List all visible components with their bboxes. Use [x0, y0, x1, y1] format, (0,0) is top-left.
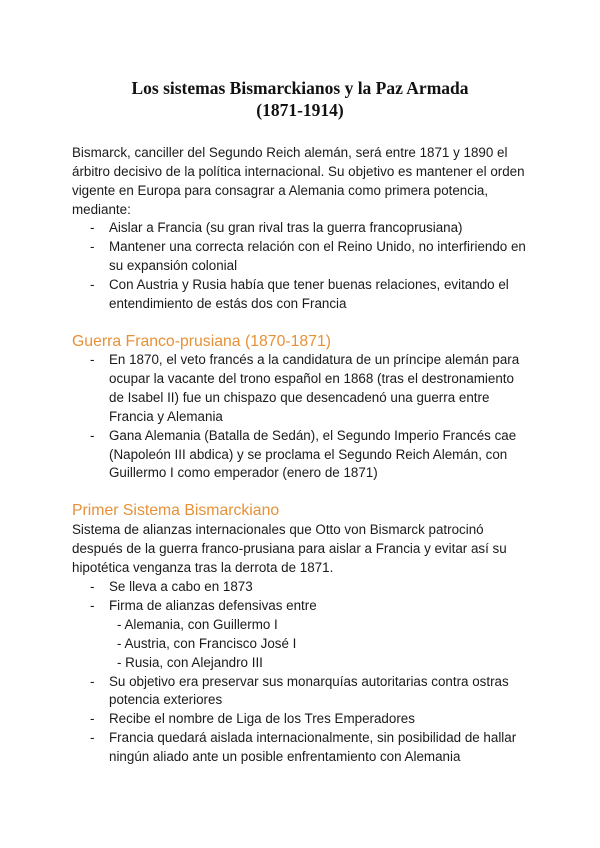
list-item: - Gana Alemania (Batalla de Sedán), el Segundo Imperio Francés cae (Napoleón III abdica) y se proclama el Segundo Reich Alemán, con Guillermo I como emperador (enero de 1871) — [72, 427, 532, 484]
list-item: - Se lleva a cabo en 1873 — [72, 578, 532, 597]
intro-list — [72, 219, 532, 314]
sublist-item: - Rusia, con Alejandro III — [117, 654, 263, 670]
alliances-sublist — [109, 616, 532, 673]
list-item-text: Firma de alianzas defensivas entre — [109, 597, 317, 613]
list-item: - Con Austria y Rusia había que tener buenas relaciones, evitando el entendimiento de estás dos con Francia — [72, 276, 532, 314]
first-system-paragraph: Sistema de alianzas internacionales que Otto von Bismarck patrocinó después de la guerra franco-prusiana para aislar a Francia y evitar así su hipotética venganza tras la derrota de 1871. — [72, 522, 507, 575]
franco-prussian-list — [72, 351, 532, 483]
list-item: - En 1870, el veto francés a la candidatura de un príncipe alemán para ocupar la vacante del trono español en 1868 (tras el destronamiento de Isabel II) fue un chispazo que desencadenó una guerra entre Francia y Alemania — [72, 351, 532, 427]
title-line-2: (1871-1914) — [256, 100, 344, 120]
list-item: - Mantener una correcta relación con el Reino Unido, no interfiriendo en su expansión colonial — [72, 238, 532, 276]
section-heading-first-system: Primer Sistema Bismarckiano — [72, 502, 280, 519]
list-item: - Francia quedará aislada internacionalmente, sin posibilidad de hallar ningún aliado ante un posible enfrentamiento con Alemania — [72, 729, 532, 767]
list-item — [72, 597, 532, 673]
title-line-1: Los sistemas Bismarckianos y la Paz Armada — [131, 78, 469, 98]
list-item: - Recibe el nombre de Liga de los Tres Emperadores — [72, 710, 532, 729]
document-title — [60, 77, 540, 121]
sublist-item: - Austria, con Francisco José I — [117, 635, 297, 651]
first-system-list — [72, 578, 532, 767]
intro-paragraph: Bismarck, canciller del Segundo Reich alemán, será entre 1871 y 1890 el árbitro decisivo de la política internacional. Su objetivo es mantener el orden vigente en Europa para consagrar a Alemania como primera potencia, mediante: — [72, 145, 525, 217]
list-item: - Aislar a Francia (su gran rival tras la guerra francoprusiana) — [72, 219, 532, 238]
list-item: - Su objetivo era preservar sus monarquías autoritarias contra ostras potencia exteriores — [72, 673, 532, 711]
section-heading-franco-prussian-war: Guerra Franco-prusiana (1870-1871) — [72, 333, 332, 350]
sublist-item: - Alemania, con Guillermo I — [117, 616, 278, 632]
